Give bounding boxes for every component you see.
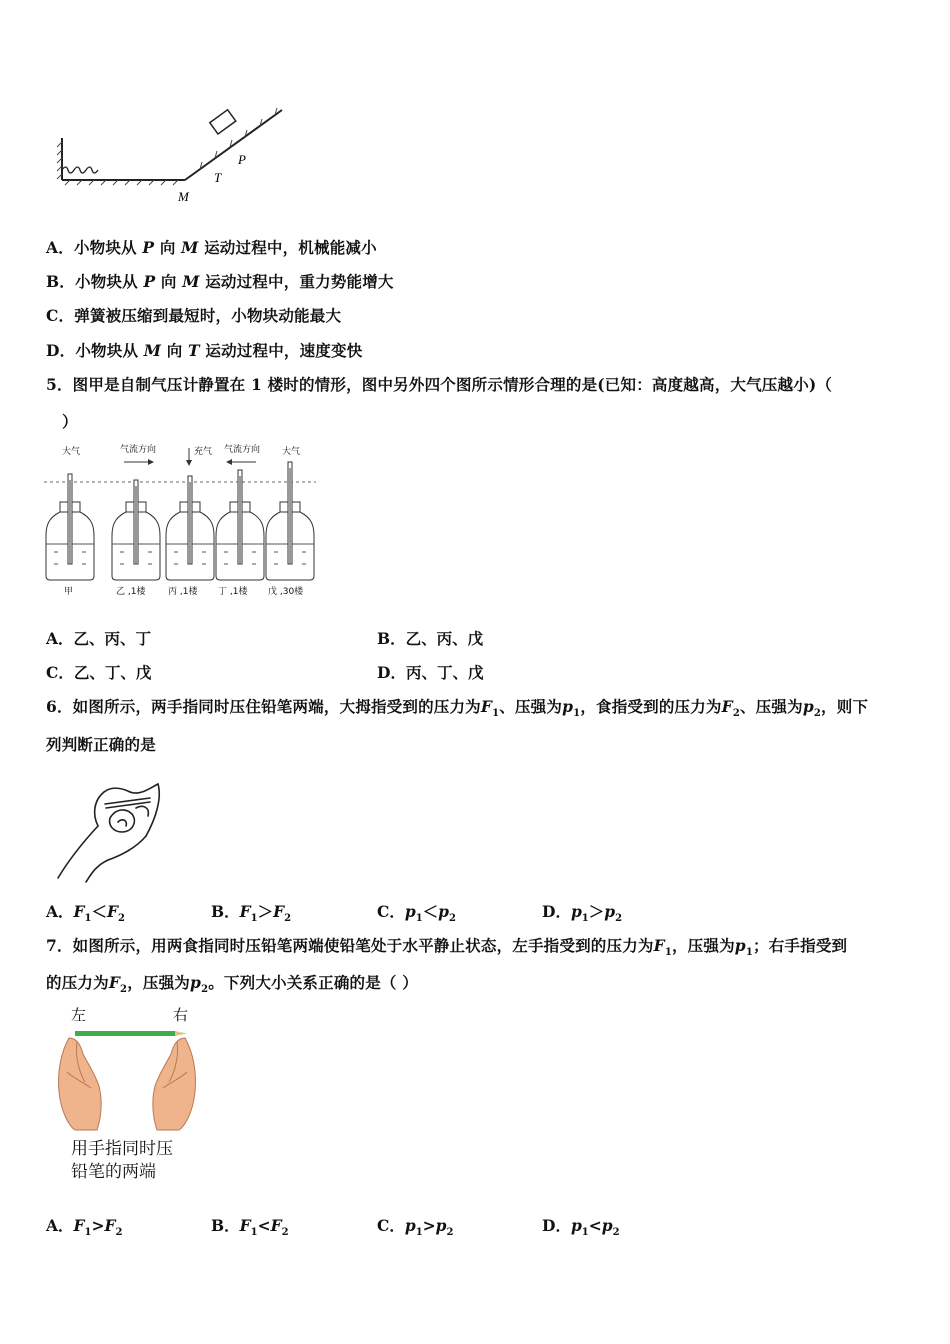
top-label-0: 大气 (62, 447, 81, 457)
option-letter: D． (377, 663, 406, 682)
option-text: 丙、丁、戊 (405, 663, 484, 682)
bottom-label-1: 乙 ,1楼 (116, 587, 146, 597)
bottles (46, 462, 314, 580)
var: F (239, 902, 251, 921)
var: F (73, 1216, 85, 1235)
var: p (404, 902, 416, 921)
sub: 1 (84, 913, 92, 925)
q7-option-d[interactable] (542, 1214, 620, 1238)
stem-text: ；右手指受到 (753, 936, 848, 955)
operator: ＜ (91, 902, 108, 921)
sub: 2 (449, 913, 456, 925)
q7-option-b[interactable] (211, 1214, 289, 1238)
option-text: 向 (166, 341, 183, 360)
stem-text: 、压强为 (740, 697, 803, 716)
var: p (570, 902, 582, 921)
bottle-4 (266, 462, 314, 580)
sub: 2 (813, 708, 822, 720)
option-text: 运动过程中，机械能减小 (204, 238, 377, 257)
q6-option-d[interactable] (542, 900, 622, 924)
option-text: 向 (159, 238, 176, 257)
sub: 1 (250, 913, 258, 925)
option-letter: B． (377, 629, 406, 648)
option-text: 小物块从 (73, 238, 137, 257)
var: F (107, 902, 119, 921)
option-letter: B． (46, 272, 76, 291)
var: p (438, 902, 450, 921)
stem-text: 、压强为 (499, 697, 563, 716)
top-label-3: 气流方向 (224, 445, 261, 455)
option-letter: D． (46, 341, 76, 360)
var: T (188, 341, 200, 360)
q6-option-c[interactable] (377, 900, 456, 924)
option-text: 弹簧被压缩到最短时，小物块动能最大 (74, 306, 342, 325)
var: M (181, 238, 199, 257)
sub: 2 (120, 984, 128, 996)
q6-option-a[interactable] (46, 900, 125, 924)
var: p (570, 1216, 582, 1235)
two-hands-figure (55, 1002, 215, 1182)
sub: 1 (581, 913, 589, 925)
var: F (273, 902, 285, 921)
option-letter: D． (542, 1216, 571, 1235)
option-letter: C． (377, 902, 405, 921)
q6-option-b[interactable] (211, 900, 291, 924)
option-text: 乙、丙、丁 (73, 629, 152, 648)
var: p (604, 902, 616, 921)
sub: 2 (281, 1227, 289, 1239)
q5-option-c[interactable] (46, 661, 151, 683)
operator: ＜ (422, 902, 439, 921)
q7-option-c[interactable] (377, 1214, 453, 1238)
right-hand (153, 1038, 196, 1130)
bottom-label-3: 丁 ,1楼 (218, 587, 248, 597)
option-letter: A． (46, 1216, 74, 1235)
label-p: P (238, 152, 246, 167)
sub: 2 (118, 913, 126, 925)
left-hand (58, 1038, 101, 1130)
operator: ＞ (588, 902, 605, 921)
option-letter: A． (46, 629, 74, 648)
var: M (143, 341, 162, 360)
bottle-2 (166, 476, 214, 580)
var: p (190, 973, 202, 992)
caption-line2: 铅笔的两端 (71, 1162, 156, 1182)
label-t: T (214, 170, 222, 185)
var: M (182, 272, 200, 291)
barometer-figure (44, 440, 324, 600)
label-m: M (178, 189, 189, 204)
var: F (653, 936, 665, 955)
q4-option-d[interactable] (46, 339, 362, 361)
caption-line1: 用手指同时压 (71, 1139, 173, 1159)
var: p (601, 1216, 613, 1235)
sub: 2 (201, 984, 209, 996)
option-text: 乙、丙、戊 (405, 629, 484, 648)
q5-option-a[interactable] (46, 627, 151, 649)
option-text: 小物块从 (75, 341, 139, 360)
bottle-0 (46, 474, 94, 580)
sub: 1 (415, 1227, 423, 1239)
operator: < (257, 1216, 271, 1235)
operator: > (422, 1216, 436, 1235)
sub: 1 (250, 1227, 258, 1239)
sub: 1 (84, 1227, 92, 1239)
option-text: 运动过程中，重力势能增大 (205, 272, 394, 291)
pencil-tip (175, 1031, 187, 1036)
option-letter: A． (46, 238, 74, 257)
spring-incline-figure (50, 100, 300, 210)
q4-option-a[interactable] (46, 236, 377, 258)
var: P (143, 272, 156, 291)
q6-stem-line2: 列判断正确的是 (46, 735, 156, 754)
var: F (108, 973, 121, 992)
stem-text: 6．如图所示，两手指同时压住铅笔两端，大拇指受到的压力为 (46, 697, 481, 716)
option-letter: A． (46, 902, 74, 921)
var: P (142, 238, 155, 257)
option-text: 向 (160, 272, 177, 291)
bottle-3 (216, 470, 264, 580)
q5-option-d[interactable] (377, 661, 483, 683)
sub: 2 (284, 913, 292, 925)
sub: 1 (745, 947, 754, 959)
option-letter: C． (46, 663, 74, 682)
operator: ＞ (257, 902, 274, 921)
q7-option-a[interactable] (46, 1214, 123, 1238)
sub: 2 (732, 708, 741, 720)
operator: < (588, 1216, 602, 1235)
var: p (802, 697, 814, 716)
bottom-label-0: 甲 (64, 587, 74, 597)
option-text: 运动过程中，速度变快 (205, 341, 363, 360)
stem-text: ，则下 (821, 697, 869, 716)
bottom-label-2: 丙 ,1楼 (168, 587, 198, 597)
top-label-2: 充气 (194, 447, 213, 457)
option-letter: B． (211, 902, 240, 921)
stem-text: ，压强为 (127, 973, 191, 992)
q5-option-b[interactable] (377, 627, 483, 649)
top-label-4: 大气 (282, 447, 301, 457)
label-left: 左 (71, 1006, 87, 1024)
q7-stem (46, 934, 847, 958)
var: F (239, 1216, 251, 1235)
q5-stem: 5．图甲是自制气压计静置在 1 楼时的情形，图中另外四个图所示情形合理的是(已知：高度越高，大气压越小)（ (46, 375, 833, 394)
sub: 1 (581, 1227, 589, 1239)
sub: 2 (115, 1227, 123, 1239)
var: p (562, 697, 574, 716)
q6-stem (46, 695, 868, 719)
sub: 2 (615, 913, 623, 925)
stem-text: 7．如图所示，用两食指同时压铅笔两端使铅笔处于水平静止状态，左手指受到的压力为 (46, 936, 654, 955)
operator: > (91, 1216, 105, 1235)
top-label-1: 气流方向 (120, 445, 157, 455)
sub: 1 (664, 947, 672, 959)
stem-text: 。下列大小关系正确的是（ ） (208, 973, 418, 992)
var: p (435, 1216, 447, 1235)
hand-pencil-figure (50, 778, 170, 883)
sub: 1 (573, 708, 581, 720)
q7-stem-line2 (46, 971, 418, 995)
var: F (104, 1216, 116, 1235)
stem-text: ，压强为 (671, 936, 735, 955)
var: F (721, 697, 733, 716)
q5-stem-close: ） (62, 412, 78, 431)
var: F (270, 1216, 282, 1235)
option-text: 小物块从 (75, 272, 138, 291)
sub: 2 (446, 1227, 454, 1239)
stem-text: ，食指受到的压力为 (580, 697, 722, 716)
bottle-1 (112, 480, 160, 580)
label-right: 右 (173, 1006, 189, 1024)
var: p (734, 936, 746, 955)
option-letter: B． (211, 1216, 240, 1235)
sub: 2 (612, 1227, 620, 1239)
option-text: 乙、丁、戊 (73, 663, 152, 682)
pencil (75, 1031, 175, 1036)
var: F (480, 697, 493, 716)
option-letter: C． (46, 306, 75, 325)
option-letter: D． (542, 902, 571, 921)
var: F (73, 902, 85, 921)
q4-option-c[interactable] (46, 304, 341, 326)
sub: 1 (492, 708, 500, 720)
sub: 1 (415, 913, 423, 925)
option-letter: C． (377, 1216, 405, 1235)
var: p (404, 1216, 416, 1235)
bottom-label-4: 戊 ,30楼 (268, 587, 304, 597)
stem-text: 的压力为 (46, 973, 109, 992)
q4-option-b[interactable] (46, 270, 394, 292)
